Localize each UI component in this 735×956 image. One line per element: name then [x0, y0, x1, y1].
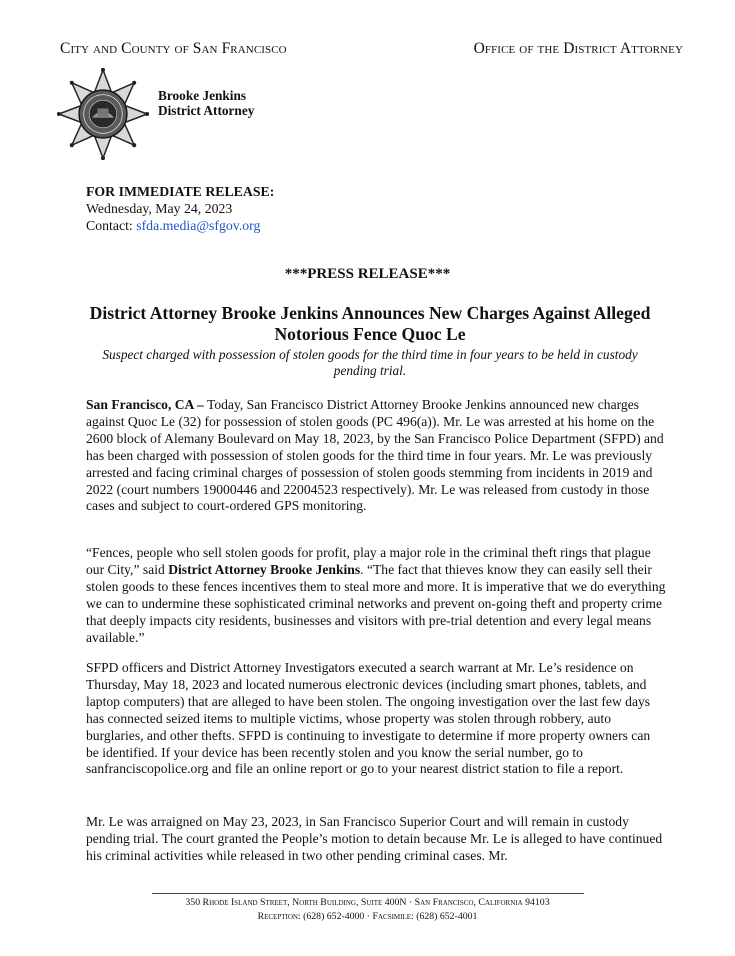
release-label: FOR IMMEDIATE RELEASE:: [86, 184, 275, 199]
footer-separator: ·: [408, 897, 413, 908]
official-block: [158, 88, 254, 118]
footer-separator-2: ·: [366, 911, 371, 922]
contact-label: Contact:: [86, 218, 137, 233]
paragraph-1-text: Today, San Francisco District Attorney Brooke Jenkins announced new charges against Quoc Le (32) for possession of stolen goods (PC 496(a)). Mr. Le was arrested at his home on the 2600 block of Alemany Boulevard on May 18, 2023, by the San Francisco Police Department (SFPD) and has been charged with possession of stolen goods for the third time in four years. Mr. Le was previously arrested and facing criminal charges of possession of stolen goods stemming from incidents in 2019 and 2022 (court numbers 19000446 and 22004523 respectively). Mr. Le was released from custody in those cases and subject to court-ordered GPS monitoring.: [86, 397, 664, 514]
footer-address-line: [0, 896, 735, 910]
star-badge-seal-icon: [57, 68, 149, 160]
quote-start: “Fences, people who sell stolen goods for profit, play a major role in the criminal theft rings that plague our City,” said: [86, 545, 651, 577]
reception-label: Reception:: [257, 911, 301, 922]
contact-line: [86, 217, 274, 234]
release-date: Wednesday, May 24, 2023: [86, 201, 233, 216]
paragraph-1: [86, 397, 666, 515]
facsimile-label: Facsimile:: [372, 911, 414, 922]
header-office: Office of the District Attorney: [473, 40, 683, 57]
subheadline: Suspect charged with possession of stolen goods for the third time in four years to be held in custody pending trial.: [102, 347, 638, 378]
footer-phone-line: [0, 910, 735, 924]
dateline: San Francisco, CA –: [86, 397, 204, 412]
footer-divider: [152, 893, 584, 894]
footer-address: 350 Rhode Island Street, North Building, Suite 400N: [185, 897, 407, 908]
official-title: District Attorney: [158, 103, 255, 118]
official-name: Brooke Jenkins: [158, 88, 247, 103]
facsimile-number: (628) 652-4001: [416, 911, 478, 922]
reception-number: (628) 652-4000: [303, 911, 365, 922]
footer-city: San Francisco, California 94103: [414, 897, 550, 908]
paragraph-2: [86, 545, 666, 646]
paragraph-3: SFPD officers and District Attorney Investigators executed a search warrant at Mr. Le’s residence on Thursday, May 18, 2023 and located numerous electronic devices (including smart phones, tablets, and laptop computers) that are alleged to have been stolen. The ongoing investigation over the last few days has connected seized items to multiple victims, whose property was stolen through robbery, auto burglaries, and other thefts. SFPD is continuing to investigate to determine if more property owners can be identified. If your device has been recently stolen and you know the serial number, go to sanfranciscopolice.org and file an online report or go to your nearest district station to file a report.: [86, 660, 651, 777]
paragraph-4: Mr. Le was arraigned on May 23, 2023, in San Francisco Superior Court and will remain in custody pending trial. The court granted the People’s motion to detain because Mr. Le is alleged to have continued his criminal activities while released in two other pending criminal cases. Mr.: [86, 814, 663, 863]
contact-email-link[interactable]: sfda.media@sfgov.org: [136, 218, 261, 233]
quote-end: . “The fact that thieves know they can easily sell their stolen goods to these fences incentives them to steal more and more. It is imperative that we do everything we can to undermine these sophisticated criminal networks and prevent on-going theft and property crime that deeply impacts city residents, businesses and visitors with pre-trial detention and every legal means available.”: [86, 561, 666, 645]
press-release-label: ***PRESS RELEASE***: [284, 266, 451, 282]
release-info: [86, 183, 274, 234]
headline: District Attorney Brooke Jenkins Announces New Charges Against Alleged Notorious Fence Quoc Le: [89, 303, 651, 344]
quote-speaker: District Attorney Brooke Jenkins: [168, 561, 361, 577]
header-city-county: City and County of San Francisco: [60, 40, 287, 57]
